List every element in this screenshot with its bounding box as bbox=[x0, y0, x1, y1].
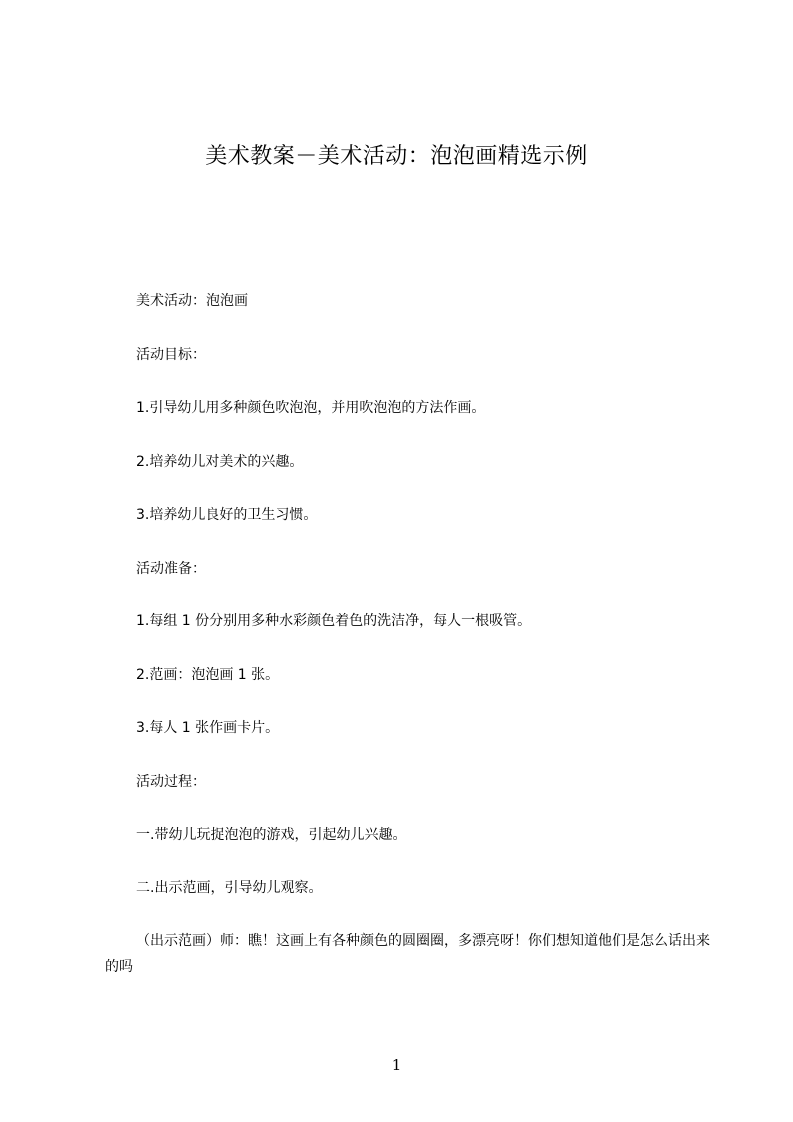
text-line: 一.带幼儿玩捉泡泡的游戏，引起幼儿兴趣。 bbox=[136, 827, 407, 843]
text-line: 1.引导幼儿用多种颜色吹泡泡，并用吹泡泡的方法作画。 bbox=[136, 400, 486, 416]
text-line: 2.范画：泡泡画 1 张。 bbox=[136, 667, 280, 683]
body-paragraph: （出示范画）师：瞧！这画上有各种颜色的圆圈圈，多漂亮呀！你们想知道他们是怎么话出来的吗 bbox=[105, 933, 710, 975]
text-line: 活动目标： bbox=[136, 347, 206, 363]
text-line: 活动准备： bbox=[136, 561, 206, 577]
text-line: 1.每组 1 份分别用多种水彩颜色着色的洗洁净，每人一根吸管。 bbox=[136, 613, 532, 629]
text-line: 二.出示范画，引导幼儿观察。 bbox=[136, 880, 323, 896]
text-line: 3.每人 1 张作画卡片。 bbox=[136, 720, 280, 736]
text-line: 3.培养幼儿良好的卫生习惯。 bbox=[136, 507, 318, 523]
text-line: 活动过程： bbox=[136, 774, 206, 790]
page-number: 1 bbox=[391, 1056, 402, 1074]
text-line: 美术活动：泡泡画 bbox=[136, 293, 248, 309]
text-line: 2.培养幼儿对美术的兴趣。 bbox=[136, 454, 304, 470]
document-title: 美术教案－美术活动：泡泡画精选示例 bbox=[205, 144, 588, 169]
